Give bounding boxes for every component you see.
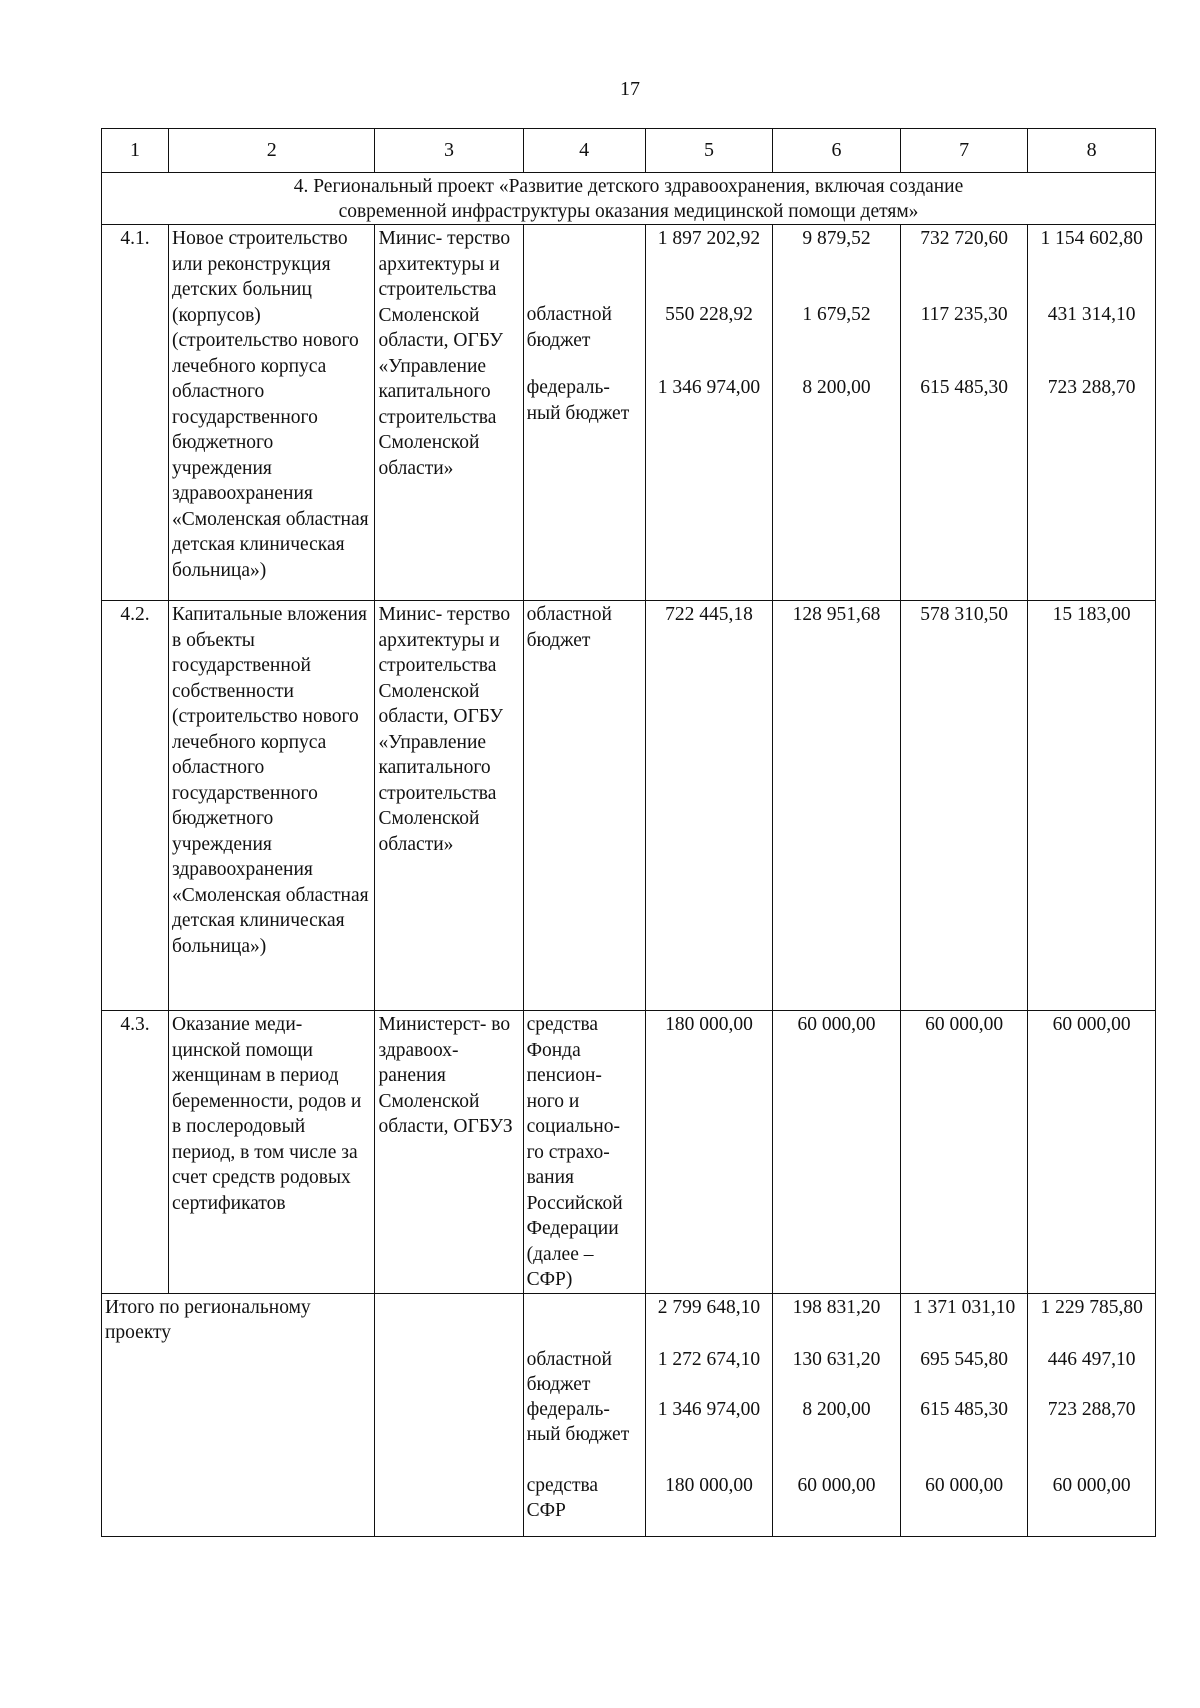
measure-name: Новое строительство или реконструкция детских больниц (корпусов) (строительство нового лечебного корпуса областного государственного бюджетного учреждения здравоохранения «Смоленская областная детская клиническая больница») bbox=[169, 225, 375, 601]
amount-total: 60 000,00 bbox=[900, 1011, 1028, 1294]
amount-total: 60 000,00 bbox=[1028, 1011, 1156, 1294]
amount-total: 180 000,00 bbox=[645, 1011, 773, 1294]
amount-cell bbox=[1028, 1293, 1156, 1536]
section-title: 4. Региональный проект «Развитие детского здравоохранения, включая создание современной инфраструктуры оказания медицинской помощи детям» bbox=[102, 173, 1156, 225]
funding-source-label: федераль- ный бюджет bbox=[526, 1398, 630, 1445]
amount-cell bbox=[900, 225, 1028, 601]
executor: Минис- терство архитектуры и строительства Смоленской области, ОГБУ «Управление капитального строительства Смоленской области» bbox=[375, 601, 523, 1011]
amount-regional: 117 235,30 bbox=[920, 304, 1008, 325]
row-number: 4.2. bbox=[102, 601, 169, 1011]
amount-federal: 723 288,70 bbox=[1047, 377, 1136, 398]
section-title-row bbox=[102, 173, 1156, 225]
amount-regional: 1 679,52 bbox=[802, 304, 871, 325]
amount-cell bbox=[645, 1293, 773, 1536]
amount-total: 578 310,50 bbox=[900, 601, 1028, 1011]
amount-total: 722 445,18 bbox=[645, 601, 773, 1011]
amount-total: 1 897 202,92 bbox=[657, 228, 761, 249]
amount-total: 128 951,68 bbox=[773, 601, 901, 1011]
amount-sfr: 60 000,00 bbox=[925, 1474, 1004, 1496]
table-row bbox=[102, 225, 1156, 601]
amount-regional: 695 545,80 bbox=[920, 1348, 1008, 1370]
amount-federal: 8 200,00 bbox=[802, 377, 871, 398]
amount-cell bbox=[645, 225, 773, 601]
measure-name: Оказание меди- цинской помощи женщинам в период беременности, родов и в послеродовый период, в том числе за счет средств родовых сертификатов bbox=[169, 1011, 375, 1294]
amount-regional: 446 497,10 bbox=[1047, 1348, 1136, 1370]
executor: Минис- терство архитектуры и строительства Смоленской области, ОГБУ «Управление капитального строительства Смоленской области» bbox=[375, 225, 523, 601]
funding-source-cell bbox=[523, 1293, 645, 1536]
amount-cell bbox=[773, 225, 901, 601]
amount-sfr: 180 000,00 bbox=[665, 1474, 753, 1496]
funding-source-label: областной бюджет bbox=[523, 601, 645, 1011]
column-number-row bbox=[102, 129, 1156, 173]
amount-federal: 723 288,70 bbox=[1047, 1398, 1136, 1420]
amount-cell bbox=[773, 1293, 901, 1536]
funding-source-cell bbox=[523, 225, 645, 601]
page-number: 17 bbox=[620, 78, 640, 100]
amount-regional: 130 631,20 bbox=[792, 1348, 881, 1370]
executor: Министерст- во здравоох- ранения Смоленской области, ОГБУЗ bbox=[375, 1011, 523, 1294]
table-row bbox=[102, 1011, 1156, 1294]
amount-federal: 615 485,30 bbox=[920, 377, 1008, 398]
amount-federal: 8 200,00 bbox=[802, 1398, 871, 1420]
amount-total: 198 831,20 bbox=[792, 1296, 881, 1318]
amount-total: 1 229 785,80 bbox=[1040, 1296, 1143, 1318]
row-number: 4.1. bbox=[102, 225, 169, 601]
amount-regional: 1 272 674,10 bbox=[657, 1348, 761, 1370]
funding-source-label: областной бюджет bbox=[526, 1348, 612, 1395]
total-label: Итого по региональному проекту bbox=[102, 1293, 375, 1536]
amount-total: 15 183,00 bbox=[1028, 601, 1156, 1011]
funding-source-label: средства Фонда пенсион- ного и социально- го страхо- вания Российской Федерации (далее – СФР) bbox=[523, 1011, 645, 1294]
amount-federal: 1 346 974,00 bbox=[657, 1398, 761, 1420]
column-number: 4 bbox=[523, 129, 645, 173]
measure-name: Капитальные вложения в объекты государственной собственности (строительство нового лечебного корпуса областного государственного бюджетного учреждения здравоохранения «Смоленская областная детская клиническая больница») bbox=[169, 601, 375, 1011]
total-row bbox=[102, 1293, 1156, 1536]
column-number: 6 bbox=[773, 129, 901, 173]
amount-sfr: 60 000,00 bbox=[1052, 1474, 1131, 1496]
funding-source-label: федераль- ный бюджет bbox=[526, 377, 630, 424]
column-number: 1 bbox=[102, 129, 169, 173]
amount-cell bbox=[900, 1293, 1028, 1536]
amount-total: 2 799 648,10 bbox=[657, 1296, 761, 1318]
amount-federal: 615 485,30 bbox=[920, 1398, 1008, 1420]
column-number: 8 bbox=[1028, 129, 1156, 173]
row-number: 4.3. bbox=[102, 1011, 169, 1294]
column-number: 7 bbox=[900, 129, 1028, 173]
amount-federal: 1 346 974,00 bbox=[657, 377, 761, 398]
amount-cell bbox=[1028, 225, 1156, 601]
column-number: 5 bbox=[645, 129, 773, 173]
column-number: 2 bbox=[169, 129, 375, 173]
total-executor-empty bbox=[375, 1293, 523, 1536]
budget-table bbox=[101, 128, 1156, 1537]
amount-regional: 431 314,10 bbox=[1047, 304, 1136, 325]
amount-regional: 550 228,92 bbox=[665, 304, 753, 325]
amount-total: 60 000,00 bbox=[773, 1011, 901, 1294]
funding-source-label: средства СФР bbox=[526, 1474, 599, 1521]
amount-sfr: 60 000,00 bbox=[797, 1474, 876, 1496]
amount-total: 9 879,52 bbox=[802, 228, 871, 249]
amount-total: 1 371 031,10 bbox=[912, 1296, 1016, 1318]
amount-total: 732 720,60 bbox=[920, 228, 1008, 249]
amount-total: 1 154 602,80 bbox=[1040, 228, 1143, 249]
column-number: 3 bbox=[375, 129, 523, 173]
table-row bbox=[102, 601, 1156, 1011]
funding-source-label: областной бюджет bbox=[526, 304, 612, 351]
